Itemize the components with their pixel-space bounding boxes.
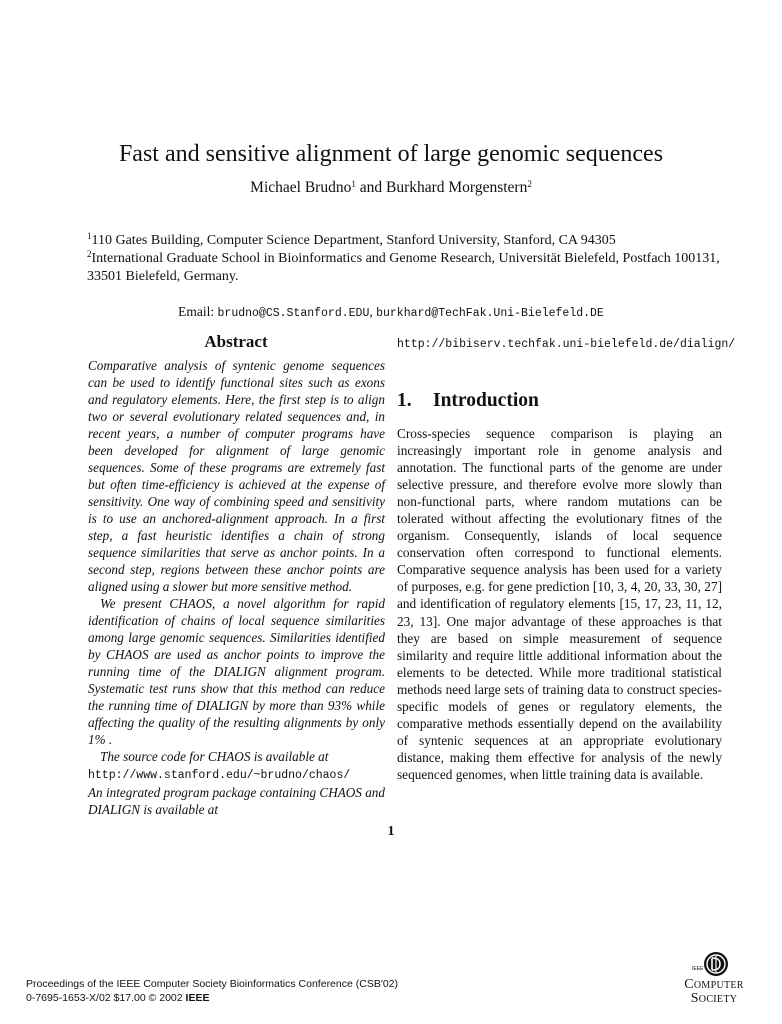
chaos-url-link[interactable]: http://www.stanford.edu/~brudno/chaos/ (88, 769, 351, 782)
introduction-paragraph: Cross-species sequence comparison is playing an increasingly important role in genome analysis and annotation. The functional parts of the genome are under selective pressure, and therefore evolve more slowly than non-functional parts, where random mutations can be tolerated without affecting the evolutionary fitnes of the organism. Consequently, islands of local sequence conservation often correspond to functional elements. Comparative sequence analysis has been used for a variety of purposes, e.g. for gene prediction [10, 3, 4, 20, 33, 30, 27] and identification of regulatory elements [15, 17, 23, 11, 12, 23, 13]. One major advantage of these approaches is that they are based on simple measurement of sequence similarity and require little additional information about the elements to be detected. While more traditional statistical methods need large sets of training data to construct species-specific models of genes or regulatory elements, the comparative methods essentially depend on the availability of syntenic sequences at an appropriate evolutionary distance, making them effective for analysis of the newly sequenced genomes, when little training data is available. (397, 426, 722, 782)
abstract-paragraph: We present CHAOS, a novel algorithm for rapid identification of chains of local sequence similarities among large genomic sequences. Similarities identified by CHAOS are used as anchor points to improve the running time of the DIALIGN alignment program. Systematic test runs show that this method can reduce the running time of DIALIGN by more than 93% while affecting the quality of the resulting alignments by only 1% . (88, 596, 385, 747)
logo-line: Computer (684, 977, 744, 992)
section-heading (397, 389, 539, 413)
footer (26, 977, 398, 1005)
footer-copyright (26, 991, 398, 1005)
email-separator: , (369, 304, 377, 319)
author-name: Burkhard Morgenstern (385, 179, 528, 196)
dialign-url-link[interactable]: http://bibiserv.techfak.uni-bielefeld.de/dialign/ (397, 338, 736, 351)
abstract-body (88, 357, 385, 818)
footer-isbn: 0-7695-1653-X/02 $17.00 © 2002 (26, 992, 186, 1004)
affiliation-marker: 2 (527, 179, 532, 190)
footer-proceedings: Proceedings of the IEEE Computer Society Bioinformatics Conference (CSB'02) (26, 978, 399, 990)
affiliation-marker: 1 (87, 231, 92, 242)
footer-ieee: IEEE (185, 992, 210, 1004)
section-number: 1. (397, 390, 412, 411)
author-line (0, 178, 782, 198)
affiliation (87, 250, 723, 286)
abstract-heading: Abstract (204, 332, 268, 351)
paper-title: Fast and sensitive alignment of large genomic sequences (118, 141, 664, 167)
email-address[interactable]: brudno@CS.Stanford.EDU (217, 307, 370, 320)
logo-line: Society (690, 991, 738, 1006)
affiliation (87, 232, 723, 250)
email-line (0, 303, 782, 323)
ieee-logo-icon (704, 952, 728, 976)
introduction-body (397, 425, 722, 783)
author-name: Michael Brudno (250, 179, 352, 196)
affiliation-marker: 1 (351, 179, 356, 190)
section-title: Introduction (433, 390, 539, 411)
computer-society-logo (664, 952, 764, 1008)
abstract-paragraph: Comparative analysis of syntenic genome sequences can be used to identify functional sites such as exons and regulatory elements. Here, the first step is to align two or several evolutionary related sequences and, in recent years, a number of computer programs have been developed for alignment of large genomic sequences. Some of these programs are extremely fast but often time-efficiency is achieved at the expense of sensitivity. One way of combining speed and sensitivity is to use an anchored-alignment approach. In a first step, a fast heuristic identifies a chain of strong sequence similarities that serve as anchor points. In a second step, regions between these anchor points are aligned using a slower but more sensitive method. (88, 358, 385, 594)
affiliation-text: 110 Gates Building, Computer Science Department, Stanford University, Stanford, CA 94305 (91, 233, 616, 248)
logo-wordmark (664, 978, 764, 1006)
email-address[interactable]: burkhard@TechFak.Uni-Bielefeld.DE (376, 307, 604, 320)
page-number: 1 (387, 824, 395, 839)
affiliation-text: International Graduate School in Bioinformatics and Genome Research, Universität Bielefeld, Postfach 100131, 33501 Bielefeld, Germany. (87, 251, 720, 284)
abstract-paragraph: The source code for CHAOS is available at (100, 749, 329, 764)
affiliation-marker: 2 (87, 249, 92, 260)
logo-ieee-label: IEEE (692, 966, 704, 972)
email-label: Email: (178, 304, 218, 319)
abstract-paragraph: An integrated program package containing CHAOS and DIALIGN is available at (88, 785, 385, 817)
author-conjunction: and (355, 179, 386, 196)
